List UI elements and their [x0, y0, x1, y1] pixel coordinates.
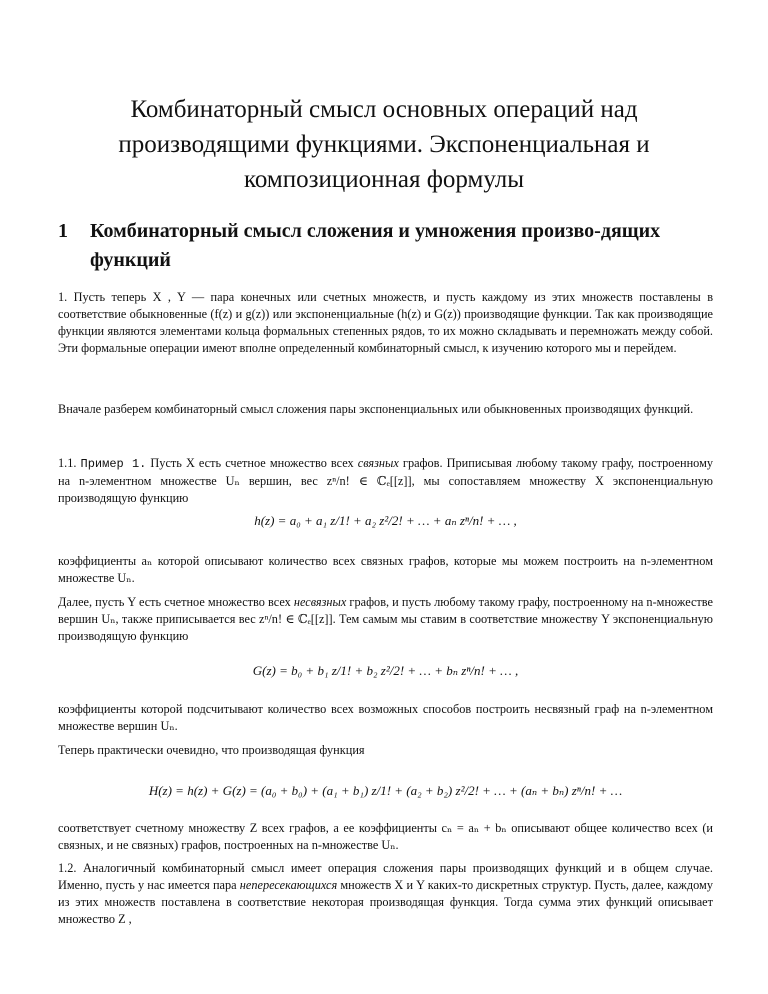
paragraph-example-1 — [58, 455, 713, 507]
equation-H: H(z) = h(z) + G(z) = (a₀ + b₀) + (a₁ + b₁) z/1! + (a₂ + b₂) z²/2! + … + (aₙ + bₙ) zⁿ/n! + … — [148, 783, 623, 798]
paragraph-text: множеств X и Y каких-то дискретных структур. Пусть, далее, каждому из этих множеств поставлена в соответствие некоторая производящая функция. Тогда сумма этих функций описывает множество Z , — [58, 878, 713, 926]
paragraph-text: графов. Приписывая любому такому графу, построенному на n-элементном множестве Uₙ вершин, вес zⁿ/n! ∈ ℂₑ[[z]], мы сопоставляем множеству X экспоненциальную производящую функцию — [58, 456, 713, 505]
paragraph-9 — [58, 860, 713, 928]
paragraph-text: Далее, пусть Y есть счетное множество всех — [58, 595, 291, 609]
paragraph-4: коэффициенты aₙ которой описывают количество всех связных графов, которые мы можем построить на n-элементном множестве Uₙ. — [58, 554, 713, 585]
paragraph-8: соответствует счетному множеству Z всех графов, а ее коэффициенты cₙ = aₙ + bₙ описывают общее количество всех (и связных, и не связных) графов, построенных на n-множестве Uₙ. — [58, 821, 713, 852]
paragraph-text: 1.2. Аналогичный комбинаторный смысл имеет операция сложения пары производящих функций и в общем случае. Именно, пусть у нас имеется пара — [58, 861, 713, 892]
document-title: Комбинаторный смысл основных операций над производящими функциями. Экспоненциальная и композиционная формулы — [118, 96, 650, 193]
example-label: Пример 1. — [80, 457, 147, 471]
paragraph-1: 1. Пусть теперь X , Y — пара конечных или счетных множеств, и пусть каждому из этих множеств поставлены в соответствие обыкновенные (f(z) и g(z)) или экспоненциальные (h(z) и G(z)) производящие функции. Так как производящие функции являются элементами кольца формальных степенных рядов, то их можно складывать и перемножать между собой. Эти формальные операции имеют вполне определенный комбинаторный смысл, к изучению которого мы и перейдем. — [58, 290, 713, 355]
paragraph-text: графов, и пусть любому такому графу, построенному на n-множестве вершин Uₙ, также приписывается вес zⁿ/n! ∈ ℂₑ[[z]]. Тем самым мы ставим в соответствие множеству Y экспоненциальную производящую функцию — [58, 595, 713, 643]
emphasis-text: непересекающихся — [239, 878, 338, 892]
equation-h: h(z) = a₀ + a₁ z/1! + a₂ z²/2! + … + aₙ zⁿ/n! + … , — [254, 513, 517, 528]
paragraph-5 — [58, 594, 713, 645]
paragraph-7: Теперь практически очевидно, что производящая функция — [58, 743, 365, 757]
section-number: 1 — [58, 220, 68, 242]
section-title: Комбинаторный смысл сложения и умножения произво-дящих функций — [90, 220, 661, 271]
paragraph-2: Вначале разберем комбинаторный смысл сложения пары экспоненциальных или обыкновенных производящих функций. — [58, 402, 694, 416]
paragraph-text: Пусть X есть счетное множество всех — [150, 456, 354, 470]
paragraph-6: коэффициенты которой подсчитывают количество всех возможных способов построить несвязный граф на n-элементном множестве вершин Uₙ. — [58, 702, 713, 733]
paragraph-number: 1.1. — [58, 456, 77, 470]
emphasis-text: несвязных — [293, 595, 347, 609]
emphasis-text: связных — [357, 456, 399, 470]
equation-g: G(z) = b₀ + b₁ z/1! + b₂ z²/2! + … + bₙ zⁿ/n! + … , — [252, 663, 519, 678]
